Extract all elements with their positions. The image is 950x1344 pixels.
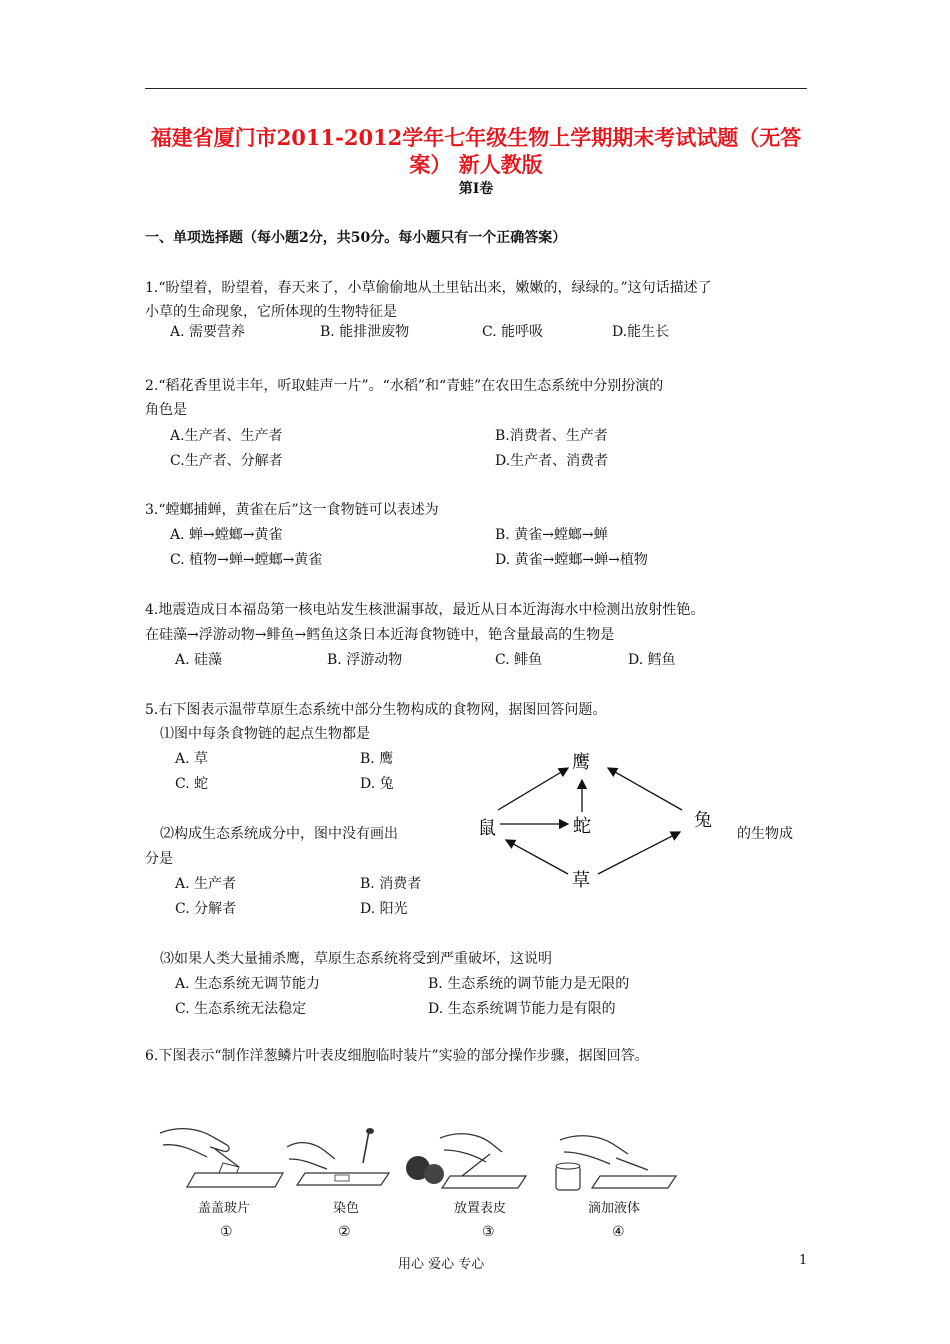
arrow-grass-to-rabbit bbox=[598, 832, 680, 874]
hand-dropper-liquid-illustration bbox=[540, 1118, 680, 1196]
q5-part1-option-a: A. 草 bbox=[175, 751, 209, 767]
header-rule bbox=[145, 88, 807, 89]
arrow-mouse-to-eagle bbox=[498, 768, 568, 810]
page-number: 1 bbox=[799, 1253, 808, 1268]
title-line-1: 福建省厦门市2011-2012学年七年级生物上学期期末考试试题（无答 bbox=[150, 125, 802, 150]
section-heading: 一、单项选择题（每小题2分，共50分。每小题只有一个正确答案） bbox=[145, 230, 567, 246]
step-4-number: ④ bbox=[612, 1224, 625, 1240]
q4-stem-1: 4.地震造成日本福岛第一核电站发生核泄漏事故，最近从日本近海海水中检测出放射性铯。 bbox=[145, 602, 705, 618]
q3-option-c: C. 植物→蝉→螳螂→黄雀 bbox=[170, 552, 323, 568]
footer-motto: 用心 爱心 专心 bbox=[398, 1257, 485, 1272]
q4-option-a: A. 硅藻 bbox=[175, 652, 223, 668]
q5-part3: ⑶如果人类大量捕杀鹰，草原生态系统将受到严重破坏，这说明 bbox=[160, 951, 552, 967]
q2-option-d: D.生产者、消费者 bbox=[495, 453, 609, 469]
step-2-label: 染色 bbox=[333, 1201, 360, 1216]
step-1-label: 盖盖玻片 bbox=[198, 1201, 251, 1216]
step-3-label: 放置表皮 bbox=[454, 1201, 507, 1216]
q5-part2-option-c: C. 分解者 bbox=[175, 901, 237, 917]
hand-coverslip-illustration bbox=[155, 1115, 295, 1195]
q2-option-c: C.生产者、分解者 bbox=[170, 453, 283, 469]
q5-part2-option-d: D. 阳光 bbox=[360, 901, 408, 917]
q2-option-b: B.消费者、生产者 bbox=[495, 428, 608, 444]
hand-tweezers-onion-illustration bbox=[400, 1118, 530, 1196]
node-mouse: 鼠 bbox=[478, 818, 496, 839]
node-rabbit: 兔 bbox=[694, 810, 712, 831]
q2-option-a: A.生产者、生产者 bbox=[170, 428, 283, 444]
q1-option-d: D.能生长 bbox=[612, 324, 670, 340]
q6-stem: 6.下图表示“制作洋葱鳞片叶表皮细胞临时装片”实验的部分操作步骤，据图回答。 bbox=[145, 1048, 649, 1064]
food-web-diagram bbox=[470, 740, 730, 900]
q4-option-d: D. 鳕鱼 bbox=[628, 652, 676, 668]
step-4-label: 滴加液体 bbox=[588, 1201, 641, 1216]
q1-option-a: A. 需要营养 bbox=[170, 324, 246, 340]
q1-stem-2: 小草的生命现象，它所体现的生物特征是 bbox=[145, 304, 397, 320]
q5-part3-option-b: B. 生态系统的调节能力是无限的 bbox=[428, 976, 630, 992]
node-eagle: 鹰 bbox=[572, 752, 590, 773]
q2-stem-2: 角色是 bbox=[145, 402, 187, 418]
step-1-number: ① bbox=[220, 1224, 233, 1240]
q3-stem: 3.“螳螂捕蝉，黄雀在后”这一食物链可以表述为 bbox=[145, 502, 439, 518]
q1-stem-1: 1.“盼望着，盼望着，春天来了，小草偷偷地从土里钻出来，嫩嫩的，绿绿的。”这句话描述了 bbox=[145, 280, 712, 296]
volume-heading: 第Ⅰ卷 bbox=[458, 181, 494, 197]
q5-part1: ⑴图中每条食物链的起点生物都是 bbox=[160, 726, 370, 742]
q5-part2-cont: 分是 bbox=[145, 851, 173, 867]
arrow-rabbit-to-eagle bbox=[608, 768, 682, 810]
node-snake: 蛇 bbox=[573, 816, 591, 837]
q4-stem-2: 在硅藻→浮游动物→鲱鱼→鳕鱼这条日本近海食物链中，铯含量最高的生物是 bbox=[145, 627, 615, 643]
q5-part1-option-c: C. 蛇 bbox=[175, 776, 209, 792]
q5-part1-option-d: D. 兔 bbox=[360, 776, 394, 792]
q5-part3-option-c: C. 生态系统无法稳定 bbox=[175, 1001, 307, 1017]
node-grass: 草 bbox=[572, 870, 590, 891]
arrow-grass-to-mouse bbox=[506, 840, 568, 874]
q5-part2-left: ⑵构成生态系统成分中，图中没有画出 bbox=[160, 826, 398, 842]
q5-part3-option-a: A. 生态系统无调节能力 bbox=[175, 976, 321, 992]
q4-option-c: C. 鲱鱼 bbox=[495, 652, 543, 668]
step-2-number: ② bbox=[338, 1224, 351, 1240]
q3-option-a: A. 蝉→螳螂→黄雀 bbox=[170, 527, 283, 543]
q5-part2-right: 的生物成 bbox=[737, 826, 793, 842]
q3-option-b: B. 黄雀→螳螂→蝉 bbox=[495, 527, 608, 543]
q5-part1-option-b: B. 鹰 bbox=[360, 751, 394, 767]
q4-option-b: B. 浮游动物 bbox=[327, 652, 403, 668]
q1-option-c: C. 能呼吸 bbox=[482, 324, 544, 340]
q3-option-d: D. 黄雀→螳螂→蝉→植物 bbox=[495, 552, 648, 568]
q5-part2-option-a: A. 生产者 bbox=[175, 876, 237, 892]
q5-stem: 5.右下图表示温带草原生态系统中部分生物构成的食物网，据图回答问题。 bbox=[145, 702, 607, 718]
q5-part2-option-b: B. 消费者 bbox=[360, 876, 422, 892]
exam-title bbox=[145, 124, 807, 178]
q1-option-b: B. 能排泄废物 bbox=[320, 324, 410, 340]
q5-part3-option-d: D. 生态系统调节能力是有限的 bbox=[428, 1001, 616, 1017]
q2-stem-1: 2.“稻花香里说丰年，听取蛙声一片”。“水稻”和“青蛙”在农田生态系统中分别扮演的 bbox=[145, 378, 664, 394]
step-3-number: ③ bbox=[482, 1224, 495, 1240]
title-line-2: 案） 新人教版 bbox=[409, 152, 543, 177]
hand-dropper-stain-illustration bbox=[285, 1125, 405, 1195]
